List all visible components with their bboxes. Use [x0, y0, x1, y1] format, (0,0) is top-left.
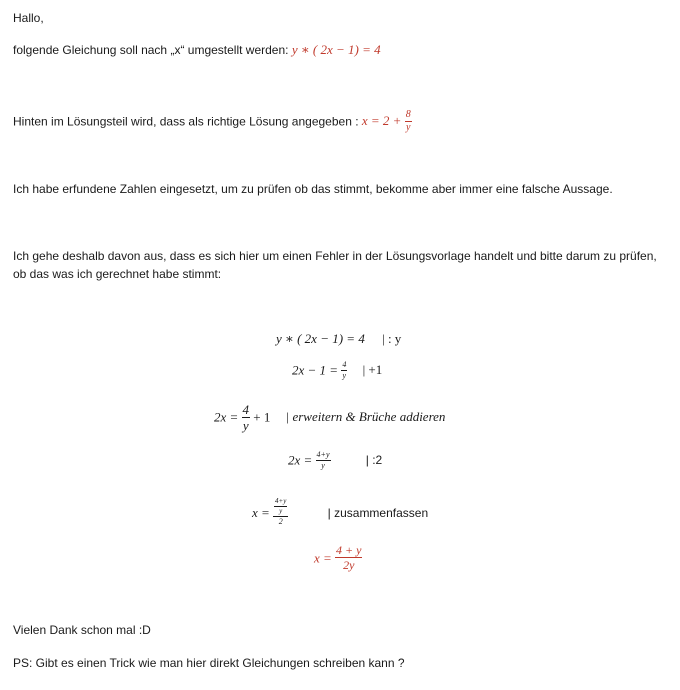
step-6-fraction-num: 4 + y [336, 543, 362, 557]
step-4-fraction [316, 451, 331, 470]
solution-text: Hinten im Lösungsteil wird, dass als richtige Lösung angegeben : [13, 114, 362, 129]
step-5-fraction-num [273, 498, 288, 517]
step-3-fraction-den: y [242, 418, 249, 433]
ps-question: PS: Gibt es einen Trick wie man hier direkt Gleichungen schreiben kann ? [13, 656, 405, 670]
step-2-fraction-num: 4 [342, 360, 347, 369]
step-5-inner-num: 4+y [275, 497, 287, 505]
solution-line [13, 111, 412, 134]
test-note: Ich habe erfundene Zahlen eingesetzt, um zu prüfen ob das stimmt, bekomme aber immer eine falsche Aussage. [13, 182, 613, 196]
solution-fraction-num: 8 [405, 109, 411, 120]
step-2-fraction [341, 361, 347, 380]
step-4-fraction-num: 4+y [316, 450, 330, 459]
step-5-expr: x = [252, 504, 274, 520]
step-3-expr: 2x = [214, 409, 242, 425]
step-1 [276, 331, 401, 347]
step-1-expr: y ∗ ( 2x − 1) = 4 [276, 331, 365, 346]
step-6-expr: x = [314, 550, 336, 566]
step-4-fraction-den: y [321, 461, 325, 470]
step-5-inner-fraction [274, 498, 287, 515]
request-paragraph: Ich gehe deshalb davon aus, dass es sich hier um einen Fehler in der Lösungsvorlage handelt und bitte darum zu prüfen, ob das was ich gerechnet habe stimmt: [13, 249, 657, 281]
step-5-inner-den: y [279, 507, 283, 515]
solution-equation [361, 109, 412, 133]
intro-text: folgende Gleichung soll nach „x“ umgestellt werden: [13, 43, 292, 57]
solution-equation-prefix: x = 2 + [361, 113, 405, 129]
intro-line [13, 42, 381, 58]
step-6-fraction-den: 2y [343, 558, 355, 572]
step-3-note: | erweitern & Brüche addieren [285, 409, 446, 425]
step-1-note: | : y [382, 331, 402, 346]
step-3-fraction [242, 403, 251, 432]
solution-fraction [405, 110, 412, 133]
step-3 [214, 404, 445, 433]
thanks: Vielen Dank schon mal :D [13, 623, 151, 637]
step-5-note: | zusammenfassen [327, 505, 429, 520]
step-5-fraction [273, 498, 288, 526]
step-3-fraction-num: 4 [242, 402, 250, 417]
intro-equation: y ∗ ( 2x − 1) = 4 [291, 42, 381, 57]
step-3-tail: + 1 [250, 409, 271, 425]
step-5-fraction-den: 2 [278, 517, 283, 526]
step-2-note: | +1 [362, 362, 383, 378]
step-2-expr: 2x − 1 = [292, 362, 342, 378]
step-2-fraction-den: y [342, 371, 347, 380]
step-4-note: | :2 [365, 453, 383, 468]
step-2 [292, 362, 382, 381]
step-6 [314, 543, 362, 573]
step-5 [252, 497, 429, 528]
step-4 [288, 452, 382, 471]
step-6-fraction [335, 544, 362, 571]
greeting: Hallo, [13, 11, 44, 25]
solution-fraction-den: y [405, 122, 411, 133]
step-4-expr: 2x = [288, 452, 316, 468]
